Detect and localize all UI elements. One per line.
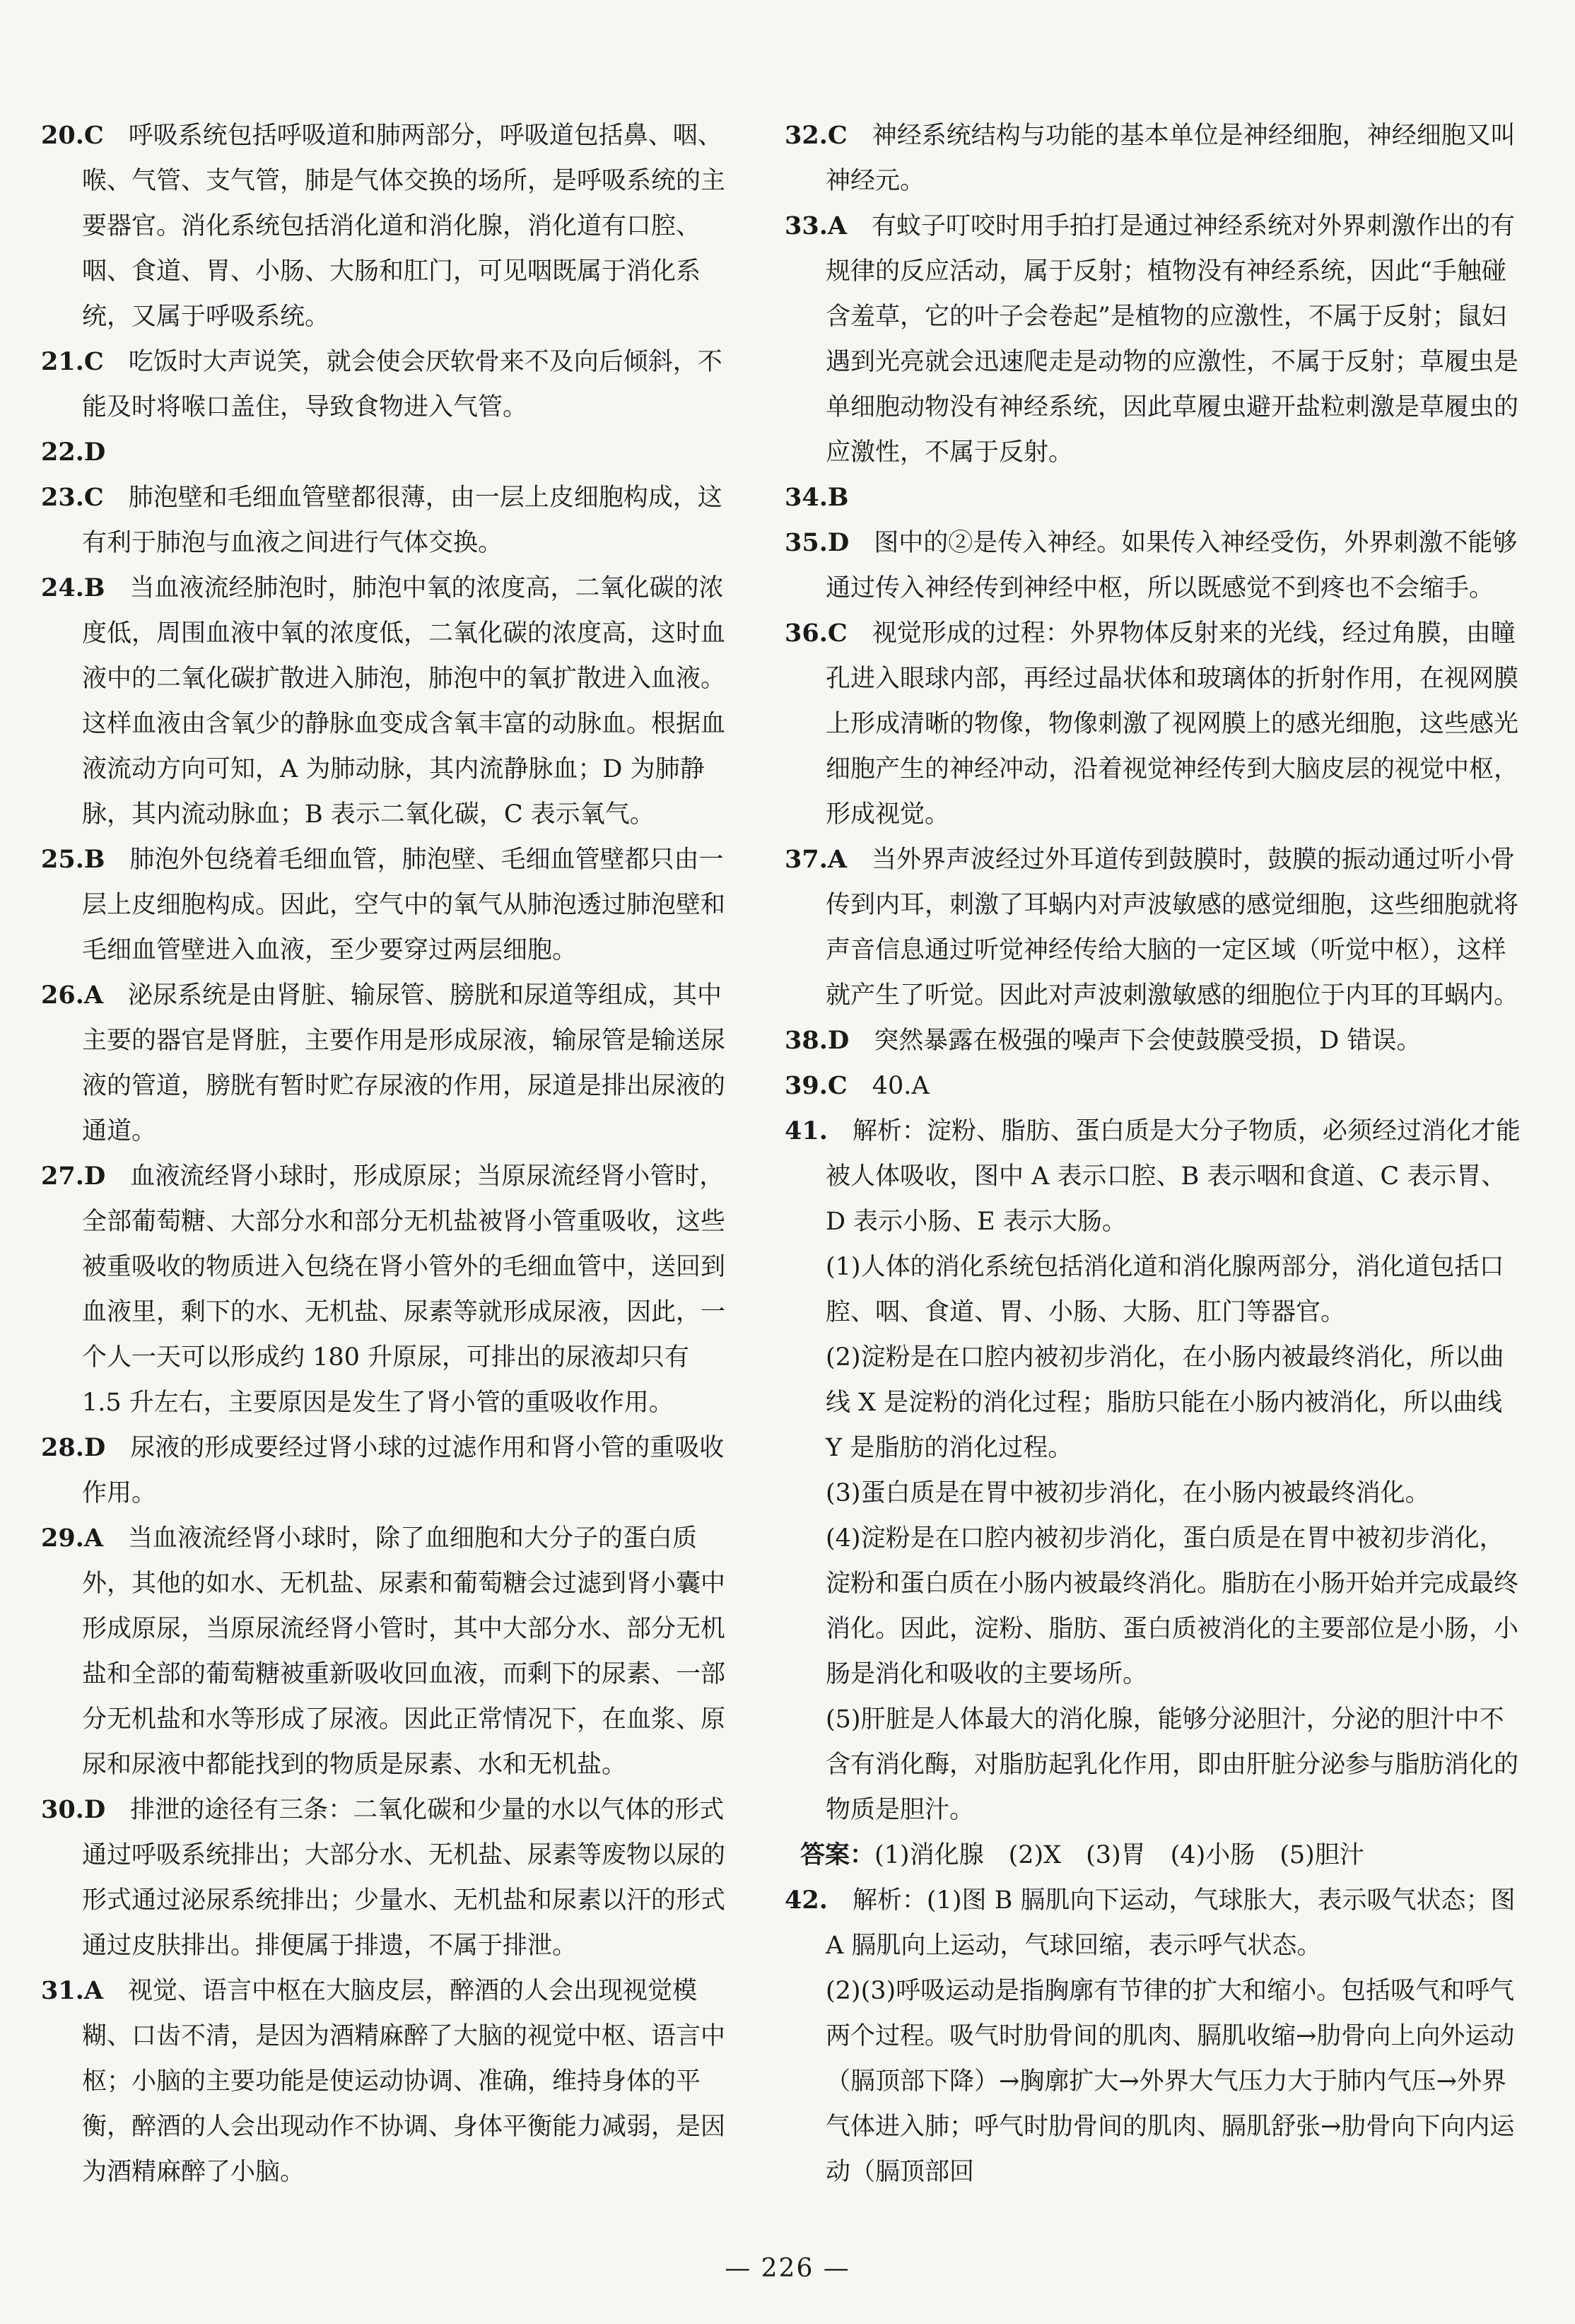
answer-entry [41, 475, 725, 566]
answer-entry [41, 430, 725, 475]
question-number: 31.A [41, 1976, 104, 2005]
question-number: 41. [785, 1116, 828, 1145]
question-number: 27.D [41, 1162, 106, 1191]
question-number: 20.C [41, 121, 104, 150]
sub-explanation: (5)肝脏是人体最大的消化腺，能够分泌胆汁，分泌的胆汁中不含有消化酶，对脂肪起乳化作用，即由肝脏分泌参与脂肪消化的物质是胆汁。 [826, 1705, 1519, 1824]
explanation-text: 肺泡外包绕着毛细血管，肺泡壁、毛细血管壁都只由一层上皮细胞构成。因此，空气中的氧气从肺泡透过肺泡壁和毛细血管壁进入血液，至少要穿过两层细胞。 [82, 846, 726, 964]
left-column [41, 113, 725, 2195]
explanation-text: 40.A [847, 1072, 930, 1100]
question-number: 29.A [41, 1524, 104, 1553]
answer-summary [785, 1833, 1523, 1878]
answer-values: (1)消化腺 (2)X (3)胃 (4)小肠 (5)胆汁 [874, 1841, 1364, 1869]
question-number: 25.B [41, 845, 105, 874]
answer-entry [41, 339, 725, 430]
answer-entry [41, 1968, 725, 2195]
explanation-text: 当血液流经肾小球时，除了血细胞和大分子的蛋白质外，其他的如水、无机盐、尿素和葡萄糖会过滤到肾小囊中形成原尿，当原尿流经肾小管时，其中大部分水、部分无机盐和全部的葡萄糖被重新吸收回血液，而剩下的尿素、一部分无机盐和水等形成了尿液。因此正常情况下，在血浆、原尿和尿液中都能找到的物质是尿素、水和无机盐。 [82, 1524, 726, 1779]
question-number: 37.A [785, 845, 848, 874]
question-number: 33.A [785, 211, 848, 240]
explanation-text: 血液流经肾小球时，形成原尿；当原尿流经肾小管时，全部葡萄糖、大部分水和部分无机盐被肾小管重吸收，这些被重吸收的物质进入包绕在肾小管外的毛细血管中，送回到血液里，剩下的水、无机盐、尿素等就形成尿液，因此，一个人一天可以形成约 180 升原尿，可排出的尿液却只有 1.5 升左右，主要原因是发生了肾小管的重吸收作用。 [82, 1162, 726, 1417]
right-column [785, 113, 1523, 2195]
question-number: 35.D [785, 528, 850, 557]
explanation-text: 突然暴露在极强的噪声下会使鼓膜受损，D 错误。 [849, 1027, 1422, 1055]
answer-entry [41, 837, 725, 973]
explanation-text: 肺泡壁和毛细血管壁都很薄，由一层上皮细胞构成，这有利于肺泡与血液之间进行气体交换。 [82, 484, 722, 557]
question-number: 36.C [785, 619, 848, 648]
answer-label: 答案： [800, 1840, 875, 1869]
explanation-text: 泌尿系统是由肾脏、输尿管、膀胱和尿道等组成，其中主要的器官是肾脏，主要作用是形成尿液，输尿管是输送尿液的管道，膀胱有暂时贮存尿液的作用，尿道是排出尿液的通道。 [82, 981, 726, 1145]
question-number: 26.A [41, 981, 104, 1010]
answer-entry [41, 1154, 725, 1425]
answer-entry [785, 1109, 1523, 1244]
answer-entry [41, 1425, 725, 1516]
question-number: 30.D [41, 1795, 106, 1824]
explanation-text: 神经系统结构与功能的基本单位是神经细胞，神经细胞又叫神经元。 [826, 122, 1516, 195]
sub-explanation: (4)淀粉是在口腔内被初步消化，蛋白质是在胃中被初步消化，淀粉和蛋白质在小肠内被最终消化。脂肪在小肠开始并完成最终消化。因此，淀粉、脂肪、蛋白质被消化的主要部位是小肠，小肠是消化和吸收的主要场所。 [826, 1524, 1519, 1688]
answer-entry [785, 520, 1523, 611]
explanation-text: 尿液的形成要经过肾小球的过滤作用和肾小管的重吸收作用。 [82, 1434, 725, 1507]
explanation-text: 解析：淀粉、脂肪、蛋白质是大分子物质，必须经过消化才能被人体吸收，图中 A 表示口腔、B 表示咽和食道、C 表示胃、D 表示小肠、E 表示大肠。 [826, 1117, 1521, 1236]
answer-entry [785, 113, 1523, 204]
answer-entry [41, 113, 725, 339]
explanation-text: 吃饭时大声说笑，就会使会厌软骨来不及向后倾斜，不能及时将喉口盖住，导致食物进入气管。 [82, 348, 722, 421]
answer-entry [785, 204, 1523, 475]
question-number: 28.D [41, 1433, 106, 1462]
answer-entry [785, 837, 1523, 1018]
question-number: 39.C [785, 1071, 848, 1100]
question-number: 23.C [41, 483, 104, 512]
sub-explanation: (2)(3)呼吸运动是指胸廓有节律的扩大和缩小。包括吸气和呼气两个过程。吸气时肋骨间的肌肉、膈肌收缩→肋骨向上向外运动（膈顶部下降）→胸廓扩大→外界大气压力大于肺内气压→外界气体进入肺；呼气时肋骨间的肌肉、膈肌舒张→肋骨向下向内运动（膈顶部回 [826, 1977, 1515, 2186]
answer-entry [41, 1516, 725, 1787]
answer-entry [785, 1018, 1523, 1063]
sub-explanation: (1)人体的消化系统包括消化道和消化腺两部分，消化道包括口腔、咽、食道、胃、小肠、大肠、肛门等器官。 [826, 1253, 1504, 1326]
sub-explanation: (2)淀粉是在口腔内被初步消化，在小肠内被最终消化，所以曲线 X 是淀粉的消化过程；脂肪只能在小肠内被消化，所以曲线 Y 是脂肪的消化过程。 [826, 1343, 1504, 1462]
explanation-text: 呼吸系统包括呼吸道和肺两部分，呼吸道包括鼻、咽、喉、气管、支气管，肺是气体交换的场所，是呼吸系统的主要器官。消化系统包括消化道和消化腺，消化道有口腔、咽、食道、胃、小肠、大肠和肛门，可见咽既属于消化系统，又属于呼吸系统。 [82, 122, 726, 331]
explanation-text: 解析：(1)图 B 膈肌向下运动，气球胀大，表示吸气状态；图 A 膈肌向上运动，气球回缩，表示呼气状态。 [826, 1886, 1516, 1960]
question-number: 42. [785, 1886, 828, 1915]
answer-entry [785, 1063, 1523, 1109]
question-number: 32.C [785, 121, 848, 150]
question-number: 21.C [41, 347, 104, 376]
answer-entry [41, 566, 725, 837]
explanation-text: 视觉、语言中枢在大脑皮层，醉酒的人会出现视觉模糊、口齿不清，是因为酒精麻醉了大脑的视觉中枢、语言中枢；小脑的主要功能是使运动协调、准确，维持身体的平衡，醉酒的人会出现动作不协调、身体平衡能力减弱，是因为酒精麻醉了小脑。 [82, 1977, 726, 2186]
answer-entry [785, 475, 1523, 520]
question-number: 38.D [785, 1026, 850, 1055]
answer-entry [785, 1878, 1523, 1968]
page-number: — 226 — [725, 2254, 850, 2283]
explanation-text: 视觉形成的过程：外界物体反射来的光线，经过角膜，由瞳孔进入眼球内部，再经过晶状体和玻璃体的折射作用，在视网膜上形成清晰的物像，物像刺激了视网膜上的感光细胞，这些感光细胞产生的神经冲动，沿着视觉神经传到大脑皮层的视觉中枢，形成视觉。 [826, 619, 1519, 829]
question-number: 22.D [41, 438, 106, 467]
explanation-text: 当血液流经肺泡时，肺泡中氧的浓度高，二氧化碳的浓度低，周围血液中氧的浓度低，二氧化碳的浓度高，这时血液中的二氧化碳扩散进入肺泡，肺泡中的氧扩散进入血液。这样血液由含氧少的静脉血变成含氧丰富的动脉血。根据血液流动方向可知，A 为肺动脉，其内流静脉血；D 为肺静脉，其内流动脉血；B 表示二氧化碳，C 表示氧气。 [82, 574, 726, 829]
explanation-text: 当外界声波经过外耳道传到鼓膜时，鼓膜的振动通过听小骨传到内耳，刺激了耳蜗内对声波敏感的感觉细胞，这些细胞就将声音信息通过听觉神经传给大脑的一定区域（听觉中枢），这样就产生了听觉。因此对声波刺激敏感的细胞位于内耳的耳蜗内。 [826, 846, 1519, 1010]
explanation-text: 有蚊子叮咬时用手拍打是通过神经系统对外界刺激作出的有规律的反应活动，属于反射；植物没有神经系统，因此“手触碰含羞草，它的叶子会卷起”是植物的应激性，不属于反射；鼠妇遇到光亮就会迅速爬走是动物的应激性，不属于反射；草履虫是单细胞动物没有神经系统，因此草履虫避开盐粒刺激是草履虫的应激性，不属于反射。 [826, 212, 1519, 467]
explanation-text: 图中的②是传入神经。如果传入神经受伤，外界刺激不能够通过传入神经传到神经中枢，所以既感觉不到疼也不会缩手。 [826, 529, 1518, 602]
question-number: 24.B [41, 573, 105, 602]
answer-entry [41, 1787, 725, 1968]
explanation-text: 排泄的途径有三条：二氧化碳和少量的水以气体的形式通过呼吸系统排出；大部分水、无机盐、尿素等废物以尿的形式通过泌尿系统排出；少量水、无机盐和尿素以汗的形式通过皮肤排出。排便属于排遗，不属于排泄。 [82, 1796, 726, 1960]
answer-entry [785, 611, 1523, 837]
sub-explanation: (3)蛋白质是在胃中被初步消化，在小肠内被最终消化。 [826, 1479, 1430, 1507]
question-number: 34.B [785, 483, 849, 512]
answer-entry [41, 973, 725, 1154]
